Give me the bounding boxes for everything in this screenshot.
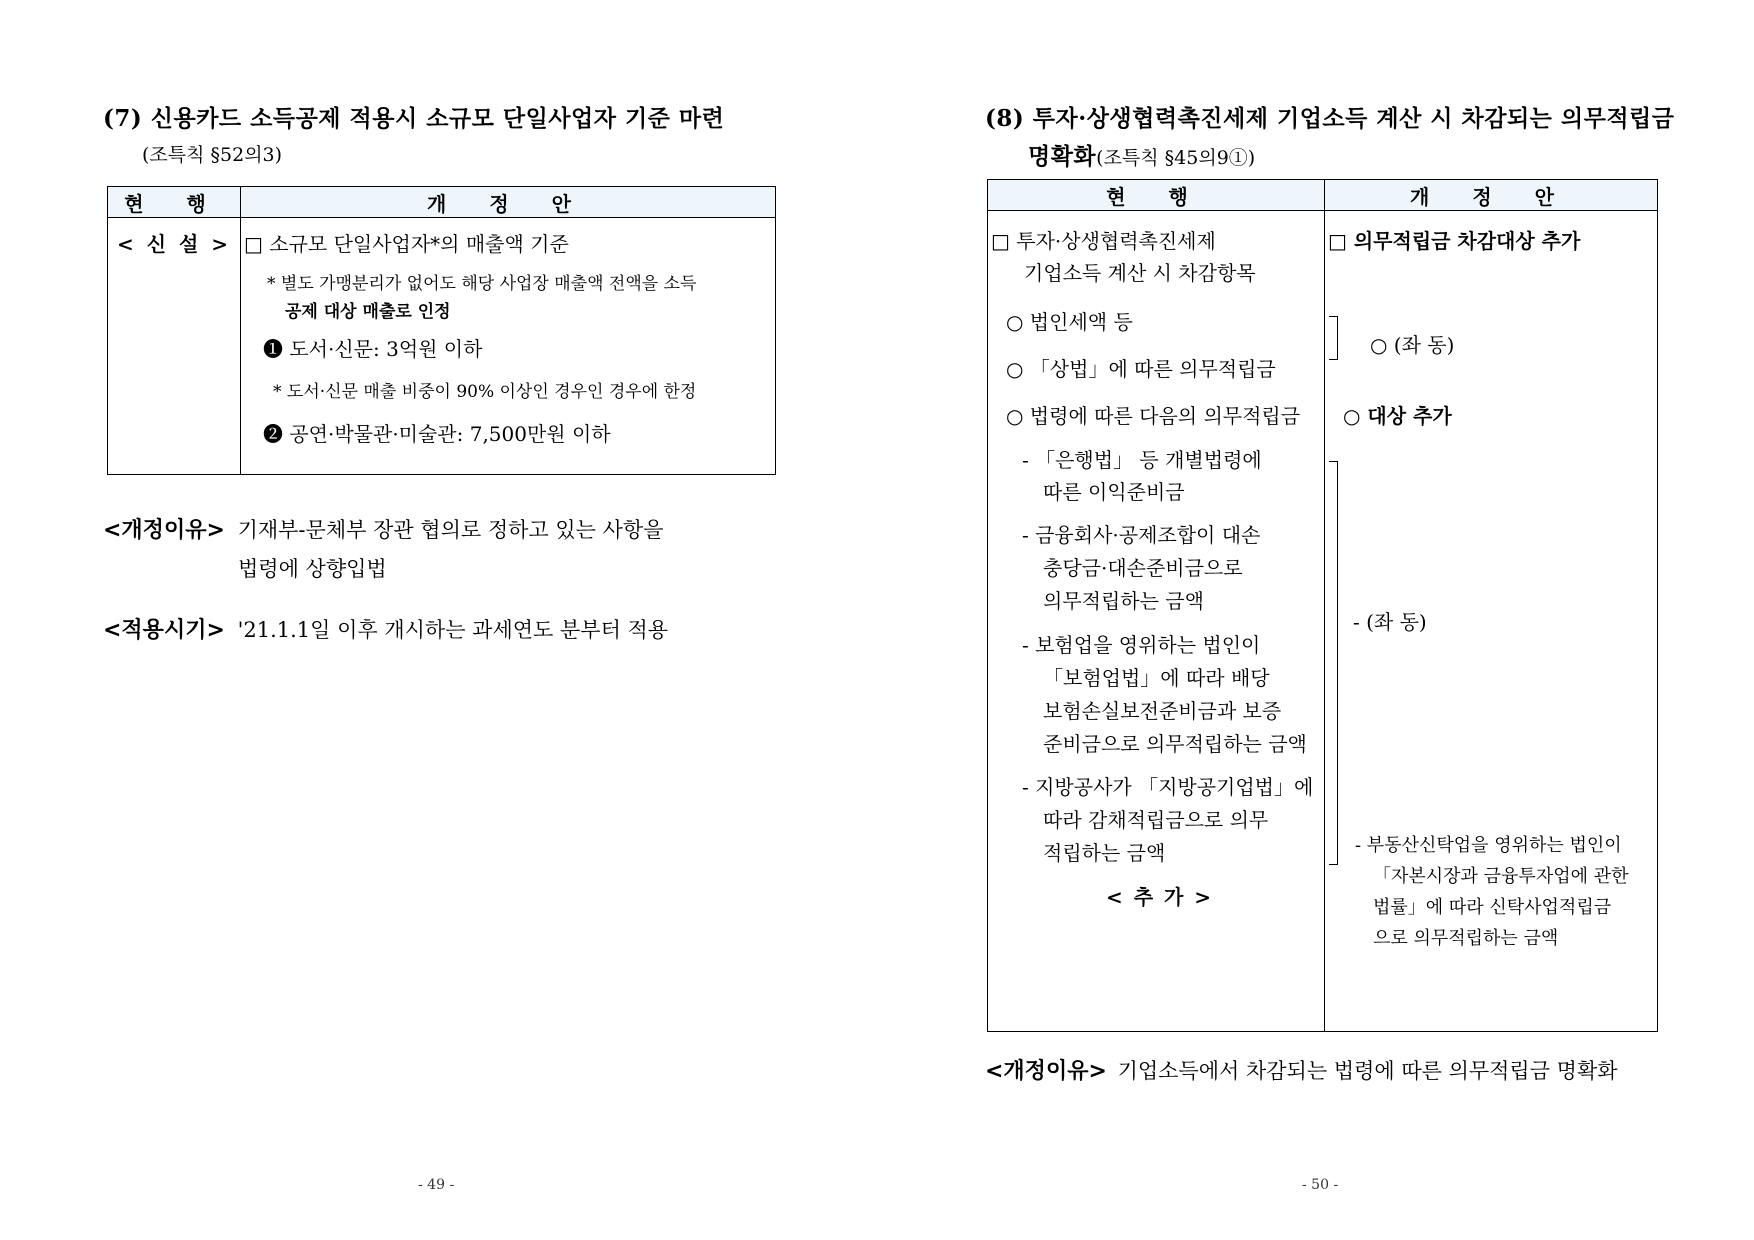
left-header-proposal: 개 정 안 (241, 187, 776, 218)
prop-same1: ○ (좌 동) (1370, 333, 1455, 357)
proposal-note-books: * 도서·신문 매출 비중이 90% 이상인 경우인 경우에 한정 (273, 382, 697, 402)
cur-d2-line3: 의무적립하는 금액 (1043, 589, 1204, 613)
prop-new-line1: - 부동산신탁업을 영위하는 법인이 (1355, 835, 1622, 856)
cur-d1-line2: 따른 이익준비금 (1043, 480, 1185, 504)
cur-main-line2: 기업소득 계산 시 차감항목 (1024, 261, 1256, 285)
right-page-number: - 50 - (1302, 1177, 1339, 1193)
right-section-title: (8) 투자·상생협력촉진세제 기업소득 계산 시 차감되는 의무적립금 (985, 105, 1675, 132)
right-title-line2: 명확화 (1028, 143, 1097, 170)
left-header-current: 현 행 (108, 187, 241, 218)
proposal-main-item: □ 소규모 단일사업자*의 매출액 기준 (244, 232, 569, 256)
cur-o1: ○ 법인세액 등 (1006, 310, 1133, 334)
left-reason-text1: 기재부-문체부 장관 협의로 정하고 있는 사항을 (237, 518, 664, 542)
left-timing (103, 613, 668, 644)
proposal-note-line2: 공제 대상 매출로 인정 (285, 302, 451, 322)
right-proposal-cell (1325, 211, 1658, 1032)
left-timing-text: '21.1.1일 이후 개시하는 과세연도 분부터 적용 (237, 618, 669, 642)
cur-main-line1: □ 투자·상생협력촉진세제 (991, 229, 1216, 253)
prop-new-line4: 으로 의무적립하는 금액 (1373, 928, 1559, 949)
left-reason-text2: 법령에 상향입법 (238, 557, 387, 581)
cur-d3-line1: - 보험업을 영위하는 법인이 (1022, 633, 1261, 657)
left-revision-table (107, 186, 776, 475)
cur-o2: ○ 「상법」에 따른 의무적립금 (1006, 357, 1276, 381)
right-revision-table (987, 179, 1658, 1032)
cur-d4-line2: 따라 감채적립금으로 의무 (1043, 808, 1269, 832)
cur-d3-line2: 「보험업법」에 따라 배당 (1043, 666, 1270, 690)
cur-d2-line1: - 금융회사·공제조합이 대손 (1022, 523, 1261, 547)
right-current-cell (988, 211, 1325, 1032)
cur-d4-line3: 적립하는 금액 (1043, 841, 1166, 865)
bracket-o1-o2 (1329, 316, 1338, 360)
left-reason-line1 (103, 513, 663, 544)
cur-d4-line1: - 지방공사가 「지방공기업법」에 (1022, 775, 1314, 799)
new-provision-label: < 신 설 > (116, 232, 232, 256)
left-timing-label: <적용시기> (103, 618, 225, 643)
prop-add: ○ 대상 추가 (1343, 404, 1452, 428)
proposal-item-books: ❶ 도서·신문: 3억원 이하 (263, 337, 483, 361)
proposal-note-line1: * 별도 가맹분리가 없어도 해당 사업장 매출액 전액을 소득 (267, 274, 697, 294)
right-reason-text: 기업소득에서 차감되는 법령에 따른 의무적립금 명확화 (1117, 1059, 1618, 1083)
cur-o3: ○ 법령에 따른 다음의 의무적립금 (1006, 404, 1301, 428)
left-reason-label: <개정이유> (103, 518, 225, 543)
right-reason (985, 1054, 1618, 1085)
prop-new-line2: 「자본시장과 금융투자업에 관한 (1373, 866, 1629, 887)
right-header-proposal: 개 정 안 (1325, 180, 1658, 211)
right-section-subtitle: (조특칙 §45의9①) (1096, 147, 1256, 169)
proposal-item-performance: ❷ 공연·박물관·미술관: 7,500만원 이하 (263, 422, 611, 446)
right-reason-label: <개정이유> (985, 1059, 1107, 1084)
right-section-title-line2 (1028, 138, 1255, 171)
bracket-sub-items (1329, 461, 1338, 865)
cur-d3-line3: 보험손실보전준비금과 보증 (1043, 699, 1282, 723)
cur-d1-line1: - 「은행법」 등 개별법령에 (1022, 448, 1262, 472)
left-section-title: (7) 신용카드 소득공제 적용시 소규모 단일사업자 기준 마련 (103, 105, 725, 132)
cur-d3-line4: 준비금으로 의무적립하는 금액 (1043, 732, 1307, 756)
prop-main: □ 의무적립금 차감대상 추가 (1328, 229, 1581, 253)
prop-new-line3: 법률」에 따라 신탁사업적립금 (1373, 897, 1612, 918)
right-header-current: 현 행 (988, 180, 1325, 211)
left-proposal-cell (241, 218, 776, 475)
prop-same2: - (좌 동) (1353, 610, 1427, 634)
left-current-cell (108, 218, 241, 475)
left-section-subtitle: (조특칙 §52의3) (142, 144, 283, 166)
cur-d2-line2: 충당금·대손준비금으로 (1043, 556, 1243, 580)
left-page-number: - 49 - (418, 1177, 455, 1193)
cur-add-label: < 추 가 > (1106, 885, 1214, 909)
